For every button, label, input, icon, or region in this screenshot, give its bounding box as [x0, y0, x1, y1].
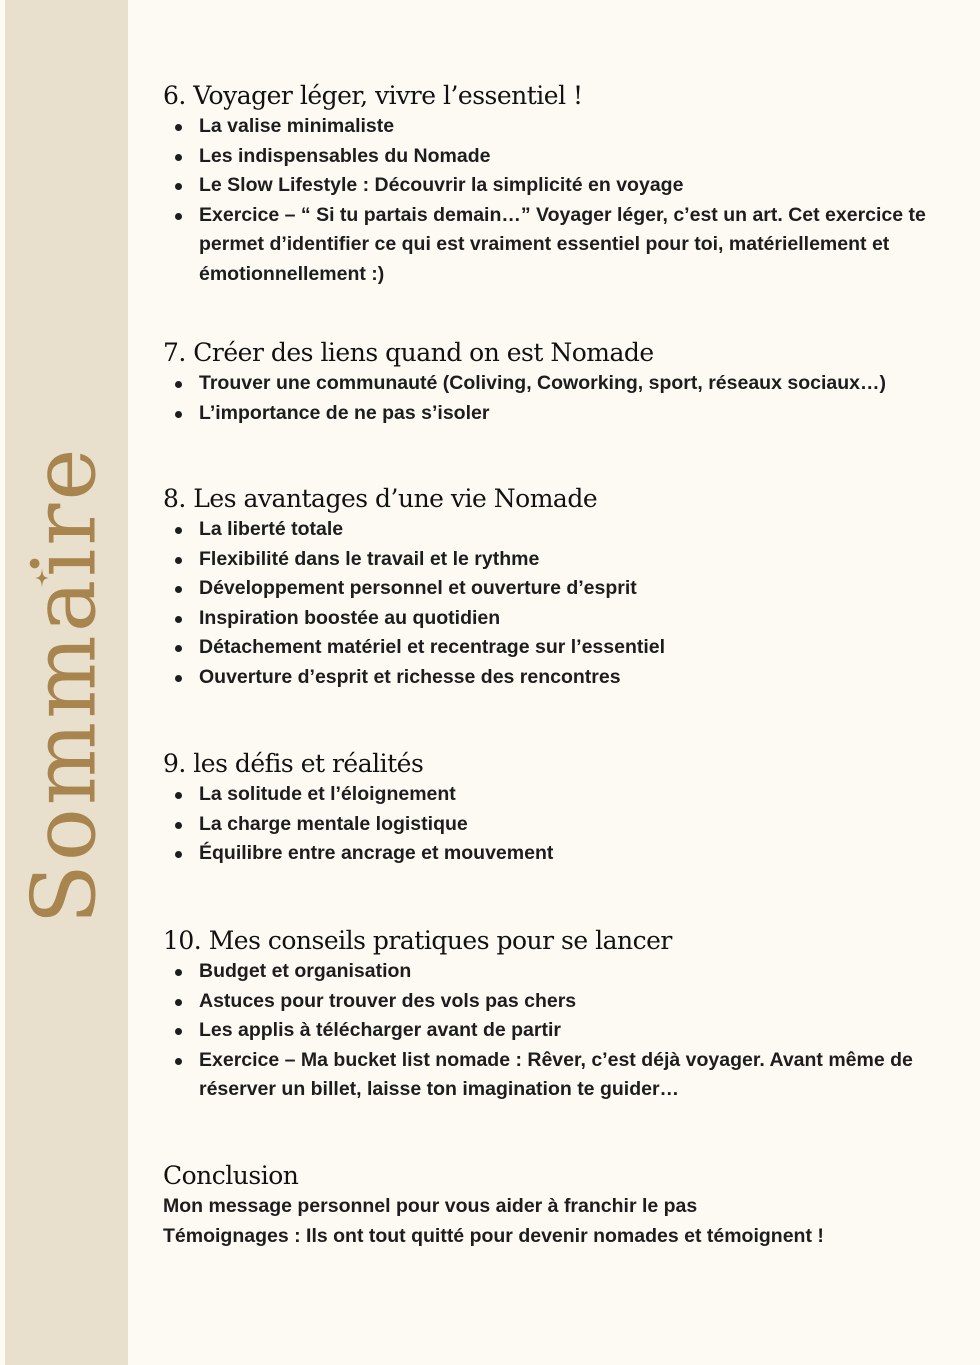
list-item	[163, 1046, 953, 1105]
conclusion-line: Témoignages : Ils ont tout quitté pour devenir nomades et témoignent !	[163, 1224, 824, 1247]
list-item	[163, 780, 953, 810]
list-item	[163, 142, 953, 172]
list-item-text: Le Slow Lifestyle : Découvrir la simplicité en voyage	[199, 174, 684, 196]
list-item-text: Astuces pour trouver des vols pas chers	[199, 989, 577, 1012]
list-item	[163, 112, 953, 142]
bullet-icon	[175, 1028, 182, 1035]
bullet-icon	[175, 999, 182, 1006]
section-title: 10. Mes conseils pratiques pour se lancer	[163, 926, 672, 955]
section-items	[163, 369, 953, 428]
section-items	[163, 957, 953, 1105]
bullet-icon	[175, 645, 182, 652]
bullet-icon	[175, 213, 182, 220]
list-item	[163, 171, 953, 201]
section-6	[163, 80, 953, 289]
bullet-icon	[175, 586, 182, 593]
section-title: 7. Créer des liens quand on est Nomade	[163, 338, 654, 367]
list-item	[163, 839, 953, 869]
list-item-text: L’importance de ne pas s’isoler	[199, 401, 490, 424]
bullet-icon	[175, 527, 182, 534]
bullet-icon	[175, 822, 182, 829]
section-title: 9. les défis et réalités	[163, 749, 424, 778]
list-item-text: La charge mentale logistique	[199, 812, 468, 835]
section-title: Conclusion	[163, 1161, 299, 1190]
section-items	[163, 515, 953, 692]
bullet-icon	[175, 557, 182, 564]
list-item-text: Équilibre entre ancrage et mouvement	[199, 842, 554, 864]
bullet-icon	[175, 969, 182, 976]
section-8	[163, 483, 953, 692]
section-title: 8. Les avantages d’une vie Nomade	[163, 484, 598, 513]
list-item	[163, 399, 953, 429]
list-item	[163, 604, 953, 634]
section-7	[163, 337, 953, 428]
list-item-text: Flexibilité dans le travail et le rythme	[199, 547, 540, 570]
bullet-icon	[175, 1058, 182, 1065]
list-item	[163, 545, 953, 575]
list-item-text: Les indispensables du Nomade	[199, 144, 491, 167]
list-item-text: Développement personnel et ouverture d’esprit	[199, 577, 637, 599]
bullet-icon	[175, 616, 182, 623]
list-item-text: Ouverture d’esprit et richesse des rencontres	[199, 665, 621, 688]
list-item	[163, 633, 953, 663]
list-item	[163, 369, 953, 399]
list-item	[163, 1016, 953, 1046]
bullet-icon	[175, 381, 182, 388]
bullet-icon	[175, 675, 182, 682]
section-title: 6. Voyager léger, vivre l’essentiel !	[163, 81, 583, 110]
list-item	[163, 515, 953, 545]
list-item	[163, 663, 953, 693]
list-item	[163, 987, 953, 1017]
list-item-text: Les applis à télécharger avant de partir	[199, 1019, 561, 1041]
list-item-text: La valise minimaliste	[199, 115, 395, 137]
section-conclusion	[163, 1160, 953, 1251]
bullet-icon	[175, 154, 182, 161]
section-items	[163, 112, 953, 289]
list-item-text: La solitude et l’éloignement	[199, 783, 456, 805]
list-item	[163, 574, 953, 604]
list-item	[163, 957, 953, 987]
list-item-text: Inspiration boostée au quotidien	[199, 606, 501, 629]
bullet-icon	[175, 124, 182, 131]
list-item-text: Exercice – Ma bucket list nomade : Rêver, c’est déjà voyager. Avant même de réserver un billet, laisse ton imagination te guider…	[199, 1048, 913, 1100]
sidebar	[5, 0, 128, 1365]
list-item	[163, 201, 953, 290]
list-item-text: La liberté totale	[199, 518, 344, 540]
list-item	[163, 810, 953, 840]
section-10	[163, 925, 953, 1105]
list-item-text: Détachement matériel et recentrage sur l’essentiel	[199, 636, 666, 658]
conclusion-line: Mon message personnel pour vous aider à franchir le pas	[163, 1195, 698, 1217]
section-9	[163, 748, 953, 869]
bullet-icon	[175, 183, 182, 190]
sidebar-title: Sommaire	[12, 445, 116, 925]
bullet-icon	[175, 851, 182, 858]
section-items	[163, 780, 953, 869]
list-item-text: Exercice – “ Si tu partais demain…” Voyager léger, c’est un art. Cet exercice te permet d’identifier ce qui est vraiment essentiel pour toi, matériellement et émotionnellement :)	[199, 203, 926, 285]
bullet-icon	[175, 411, 182, 418]
list-item-text: Trouver une communauté (Coliving, Coworking, sport, réseaux sociaux…)	[199, 372, 886, 394]
bullet-icon	[175, 792, 182, 799]
list-item-text: Budget et organisation	[199, 960, 412, 982]
